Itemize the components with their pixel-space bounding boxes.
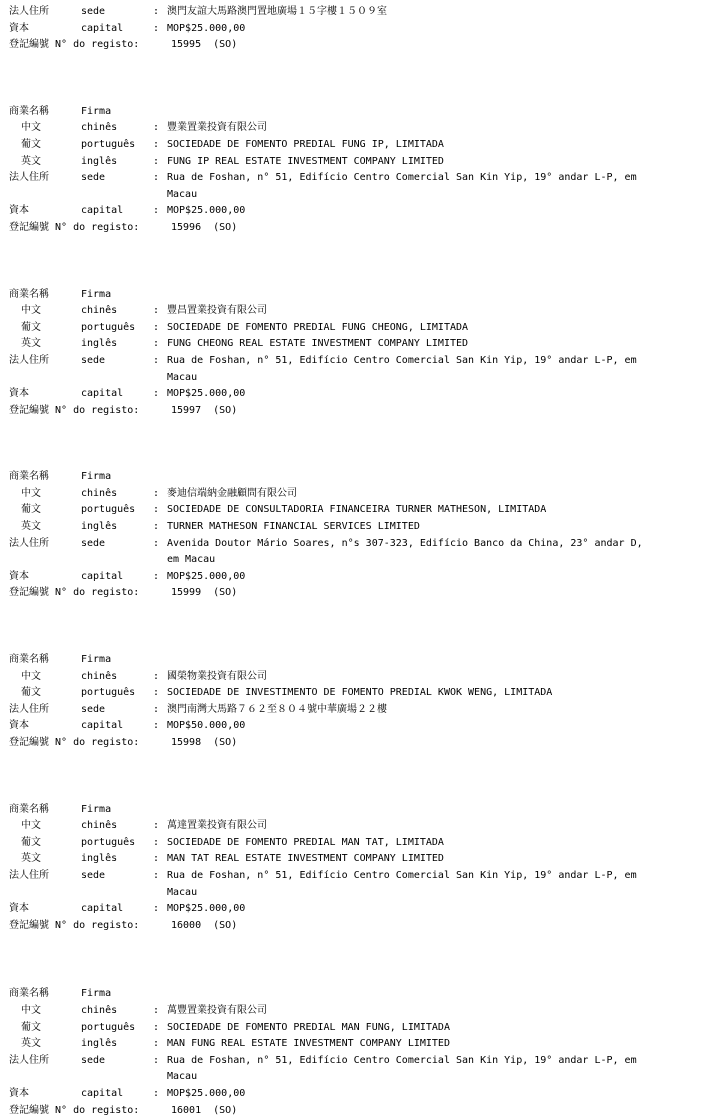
sede-row <box>9 868 701 885</box>
colon: : <box>153 120 167 137</box>
sede-label-pt: sede <box>81 702 153 719</box>
ingles-row <box>9 851 701 868</box>
capital-row <box>9 718 701 735</box>
sede-continuation <box>9 885 701 902</box>
sede-row <box>9 4 701 21</box>
capital-label-pt: capital <box>81 386 153 403</box>
firma-label-pt: Firma <box>81 287 153 304</box>
sede-label-pt: sede <box>81 868 153 885</box>
firma-row <box>9 104 701 121</box>
registo-value: 16001 (SO) <box>171 1103 701 1119</box>
firma-label-pt: Firma <box>81 652 153 669</box>
port-label-pt: português <box>81 502 153 519</box>
portugues-value: SOCIEDADE DE FOMENTO PREDIAL MAN FUNG, LIMITADA <box>167 1020 697 1037</box>
firma-label-zh: 商業名稱 <box>9 802 81 819</box>
ingles-row <box>9 519 701 536</box>
registo-value: 16000 (SO) <box>171 918 701 935</box>
sede-value-cont: em Macau <box>167 552 697 569</box>
port-label-zh: 葡文 <box>9 137 81 154</box>
sede-row <box>9 702 701 719</box>
registo-row <box>9 585 701 602</box>
chines-label-zh: 中文 <box>9 1003 81 1020</box>
chines-label-zh: 中文 <box>9 303 81 320</box>
colon: : <box>153 137 167 154</box>
colon: : <box>153 702 167 719</box>
sede-row <box>9 170 701 187</box>
firma-row <box>9 652 701 669</box>
chines-row <box>9 1003 701 1020</box>
ingles-label-pt: inglês <box>81 851 153 868</box>
colon: : <box>153 519 167 536</box>
sede-value: Rua de Foshan, n° 51, Edifício Centro Comercial San Kin Yip, 19° andar L-P, em <box>167 353 697 370</box>
registo-label: 登記編號 N° do registo: <box>9 918 171 935</box>
chines-label-pt: chinês <box>81 486 153 503</box>
colon: : <box>153 4 167 21</box>
portugues-value: SOCIEDADE DE FOMENTO PREDIAL FUNG CHEONG, LIMITADA <box>167 320 697 337</box>
sede-label-zh: 法人住所 <box>9 702 81 719</box>
colon: : <box>153 203 167 220</box>
chines-row <box>9 818 701 835</box>
firma-label-zh: 商業名稱 <box>9 652 81 669</box>
registo-row <box>9 403 701 420</box>
firma-row <box>9 986 701 1003</box>
colon: : <box>153 569 167 586</box>
sede-continuation <box>9 187 701 204</box>
firma-label-pt: Firma <box>81 802 153 819</box>
colon: : <box>153 320 167 337</box>
capital-value: MOP$50.000,00 <box>167 718 697 735</box>
colon: : <box>153 336 167 353</box>
sede-label-zh: 法人住所 <box>9 868 81 885</box>
port-label-pt: português <box>81 320 153 337</box>
colon: : <box>153 669 167 686</box>
port-label-zh: 葡文 <box>9 835 81 852</box>
firma-label-zh: 商業名稱 <box>9 469 81 486</box>
ingles-label-zh: 英文 <box>9 851 81 868</box>
capital-value: MOP$25.000,00 <box>167 21 697 38</box>
registo-value: 15998 (SO) <box>171 735 701 752</box>
sede-row <box>9 1053 701 1070</box>
colon: : <box>153 536 167 553</box>
port-label-zh: 葡文 <box>9 502 81 519</box>
chines-label-zh: 中文 <box>9 486 81 503</box>
firma-label-zh: 商業名稱 <box>9 986 81 1003</box>
capital-row <box>9 901 701 918</box>
port-label-pt: português <box>81 137 153 154</box>
ingles-label-pt: inglês <box>81 1036 153 1053</box>
colon: : <box>153 170 167 187</box>
capital-value: MOP$25.000,00 <box>167 386 697 403</box>
colon: : <box>153 1020 167 1037</box>
colon: : <box>153 685 167 702</box>
sede-label-zh: 法人住所 <box>9 4 81 21</box>
chines-label-pt: chinês <box>81 669 153 686</box>
capital-label-pt: capital <box>81 901 153 918</box>
portugues-row <box>9 1020 701 1037</box>
registo-label: 登記編號 N° do registo: <box>9 220 171 237</box>
capital-row <box>9 203 701 220</box>
sede-continuation <box>9 552 701 569</box>
chines-row <box>9 120 701 137</box>
registo-value: 15999 (SO) <box>171 585 701 602</box>
portugues-value: SOCIEDADE DE FOMENTO PREDIAL MAN TAT, LIMITADA <box>167 835 697 852</box>
colon: : <box>153 1003 167 1020</box>
capital-value: MOP$25.000,00 <box>167 901 697 918</box>
registo-value: 15996 (SO) <box>171 220 701 237</box>
chines-label-pt: chinês <box>81 303 153 320</box>
colon: : <box>153 502 167 519</box>
port-label-zh: 葡文 <box>9 685 81 702</box>
firma-label-pt: Firma <box>81 104 153 121</box>
capital-row <box>9 386 701 403</box>
colon: : <box>153 868 167 885</box>
portugues-row <box>9 502 701 519</box>
capital-label-zh: 資本 <box>9 386 81 403</box>
registo-label: 登記編號 N° do registo: <box>9 1103 171 1119</box>
capital-label-zh: 資本 <box>9 1086 81 1103</box>
port-label-pt: português <box>81 1020 153 1037</box>
sede-label-pt: sede <box>81 536 153 553</box>
registo-label: 登記編號 N° do registo: <box>9 403 171 420</box>
sede-label-pt: sede <box>81 170 153 187</box>
chines-label-zh: 中文 <box>9 120 81 137</box>
portugues-row <box>9 137 701 154</box>
sede-label-zh: 法人住所 <box>9 353 81 370</box>
registo-label: 登記編號 N° do registo: <box>9 735 171 752</box>
ingles-label-zh: 英文 <box>9 1036 81 1053</box>
colon: : <box>153 353 167 370</box>
chines-row <box>9 486 701 503</box>
ingles-value: FUNG IP REAL ESTATE INVESTMENT COMPANY LIMITED <box>167 154 697 171</box>
sede-label-zh: 法人住所 <box>9 536 81 553</box>
colon: : <box>153 835 167 852</box>
capital-label-pt: capital <box>81 1086 153 1103</box>
ingles-label-pt: inglês <box>81 154 153 171</box>
portugues-row <box>9 835 701 852</box>
colon: : <box>153 718 167 735</box>
capital-label-zh: 資本 <box>9 21 81 38</box>
company-entry <box>9 469 701 602</box>
ingles-value: MAN TAT REAL ESTATE INVESTMENT COMPANY LIMITED <box>167 851 697 868</box>
registo-label: 登記編號 N° do registo: <box>9 585 171 602</box>
sede-continuation <box>9 370 701 387</box>
chines-label-zh: 中文 <box>9 669 81 686</box>
ingles-value: MAN FUNG REAL ESTATE INVESTMENT COMPANY LIMITED <box>167 1036 697 1053</box>
chines-value: 萬達置業投資有限公司 <box>167 818 697 835</box>
sede-value: Rua de Foshan, n° 51, Edifício Centro Comercial San Kin Yip, 19° andar L-P, em <box>167 868 697 885</box>
ingles-label-pt: inglês <box>81 519 153 536</box>
capital-label-zh: 資本 <box>9 718 81 735</box>
company-entry <box>9 986 701 1119</box>
sede-label-pt: sede <box>81 353 153 370</box>
ingles-label-zh: 英文 <box>9 154 81 171</box>
colon: : <box>153 386 167 403</box>
port-label-pt: português <box>81 835 153 852</box>
colon: : <box>153 851 167 868</box>
capital-value: MOP$25.000,00 <box>167 1086 697 1103</box>
colon: : <box>153 1086 167 1103</box>
registo-row <box>9 918 701 935</box>
firma-label-zh: 商業名稱 <box>9 104 81 121</box>
capital-row <box>9 1086 701 1103</box>
port-label-pt: português <box>81 685 153 702</box>
port-label-zh: 葡文 <box>9 1020 81 1037</box>
sede-value: 澳門南灣大馬路７６２至８０４號中華廣場２２樓 <box>167 702 697 719</box>
registo-value: 15995 (SO) <box>171 37 701 54</box>
portugues-row <box>9 685 701 702</box>
sede-row <box>9 353 701 370</box>
chines-label-pt: chinês <box>81 120 153 137</box>
firma-row <box>9 469 701 486</box>
colon: : <box>153 21 167 38</box>
capital-value: MOP$25.000,00 <box>167 569 697 586</box>
colon: : <box>153 154 167 171</box>
registo-row <box>9 1103 701 1119</box>
capital-value: MOP$25.000,00 <box>167 203 697 220</box>
ingles-label-zh: 英文 <box>9 336 81 353</box>
sede-label-pt: sede <box>81 4 153 21</box>
firma-row <box>9 802 701 819</box>
sede-value-cont: Macau <box>167 1069 697 1086</box>
capital-label-pt: capital <box>81 203 153 220</box>
port-label-zh: 葡文 <box>9 320 81 337</box>
capital-label-pt: capital <box>81 569 153 586</box>
sede-label-zh: 法人住所 <box>9 170 81 187</box>
company-entry <box>9 652 701 752</box>
chines-value: 國榮物業投資有限公司 <box>167 669 697 686</box>
ingles-label-zh: 英文 <box>9 519 81 536</box>
capital-label-pt: capital <box>81 718 153 735</box>
sede-value-cont: Macau <box>167 885 697 902</box>
sede-row <box>9 536 701 553</box>
company-entry <box>9 802 701 935</box>
portugues-row <box>9 320 701 337</box>
chines-label-pt: chinês <box>81 1003 153 1020</box>
chines-value: 萬豐置業投資有限公司 <box>167 1003 697 1020</box>
capital-label-zh: 資本 <box>9 569 81 586</box>
chines-label-zh: 中文 <box>9 818 81 835</box>
capital-label-zh: 資本 <box>9 901 81 918</box>
registo-row <box>9 37 701 54</box>
sede-value: Avenida Doutor Mário Soares, n°s 307-323, Edifício Banco da China, 23° andar D, <box>167 536 697 553</box>
firma-row <box>9 287 701 304</box>
colon: : <box>153 303 167 320</box>
chines-row <box>9 669 701 686</box>
capital-row <box>9 21 701 38</box>
registo-label: 登記編號 N° do registo: <box>9 37 171 54</box>
ingles-label-pt: inglês <box>81 336 153 353</box>
portugues-value: SOCIEDADE DE FOMENTO PREDIAL FUNG IP, LIMITADA <box>167 137 697 154</box>
firma-label-pt: Firma <box>81 986 153 1003</box>
chines-value: 豐業置業投資有限公司 <box>167 120 697 137</box>
sede-value: Rua de Foshan, n° 51, Edifício Centro Comercial San Kin Yip, 19° andar L-P, em <box>167 170 697 187</box>
colon: : <box>153 1053 167 1070</box>
sede-label-zh: 法人住所 <box>9 1053 81 1070</box>
chines-label-pt: chinês <box>81 818 153 835</box>
capital-label-pt: capital <box>81 21 153 38</box>
chines-value: 豐昌置業投資有限公司 <box>167 303 697 320</box>
colon: : <box>153 818 167 835</box>
sede-continuation <box>9 1069 701 1086</box>
colon: : <box>153 1036 167 1053</box>
sede-value-cont: Macau <box>167 370 697 387</box>
ingles-row <box>9 154 701 171</box>
registry-document <box>9 4 701 1119</box>
portugues-value: SOCIEDADE DE INVESTIMENTO DE FOMENTO PREDIAL KWOK WENG, LIMITADA <box>167 685 697 702</box>
sede-value-cont: Macau <box>167 187 697 204</box>
chines-row <box>9 303 701 320</box>
colon: : <box>153 486 167 503</box>
portugues-value: SOCIEDADE DE CONSULTADORIA FINANCEIRA TURNER MATHESON, LIMITADA <box>167 502 697 519</box>
sede-value: Rua de Foshan, n° 51, Edifício Centro Comercial San Kin Yip, 19° andar L-P, em <box>167 1053 697 1070</box>
firma-label-pt: Firma <box>81 469 153 486</box>
registo-row <box>9 735 701 752</box>
capital-label-zh: 資本 <box>9 203 81 220</box>
chines-value: 麥迪信端納金融顧問有限公司 <box>167 486 697 503</box>
company-entry <box>9 287 701 420</box>
ingles-row <box>9 1036 701 1053</box>
firma-label-zh: 商業名稱 <box>9 287 81 304</box>
ingles-row <box>9 336 701 353</box>
colon: : <box>153 901 167 918</box>
company-entry <box>9 104 701 237</box>
sede-label-pt: sede <box>81 1053 153 1070</box>
registo-row <box>9 220 701 237</box>
registo-value: 15997 (SO) <box>171 403 701 420</box>
sede-value: 澳門友誼大馬路澳門置地廣場１５字樓１５０９室 <box>167 4 697 21</box>
capital-row <box>9 569 701 586</box>
ingles-value: TURNER MATHESON FINANCIAL SERVICES LIMITED <box>167 519 697 536</box>
ingles-value: FUNG CHEONG REAL ESTATE INVESTMENT COMPANY LIMITED <box>167 336 697 353</box>
